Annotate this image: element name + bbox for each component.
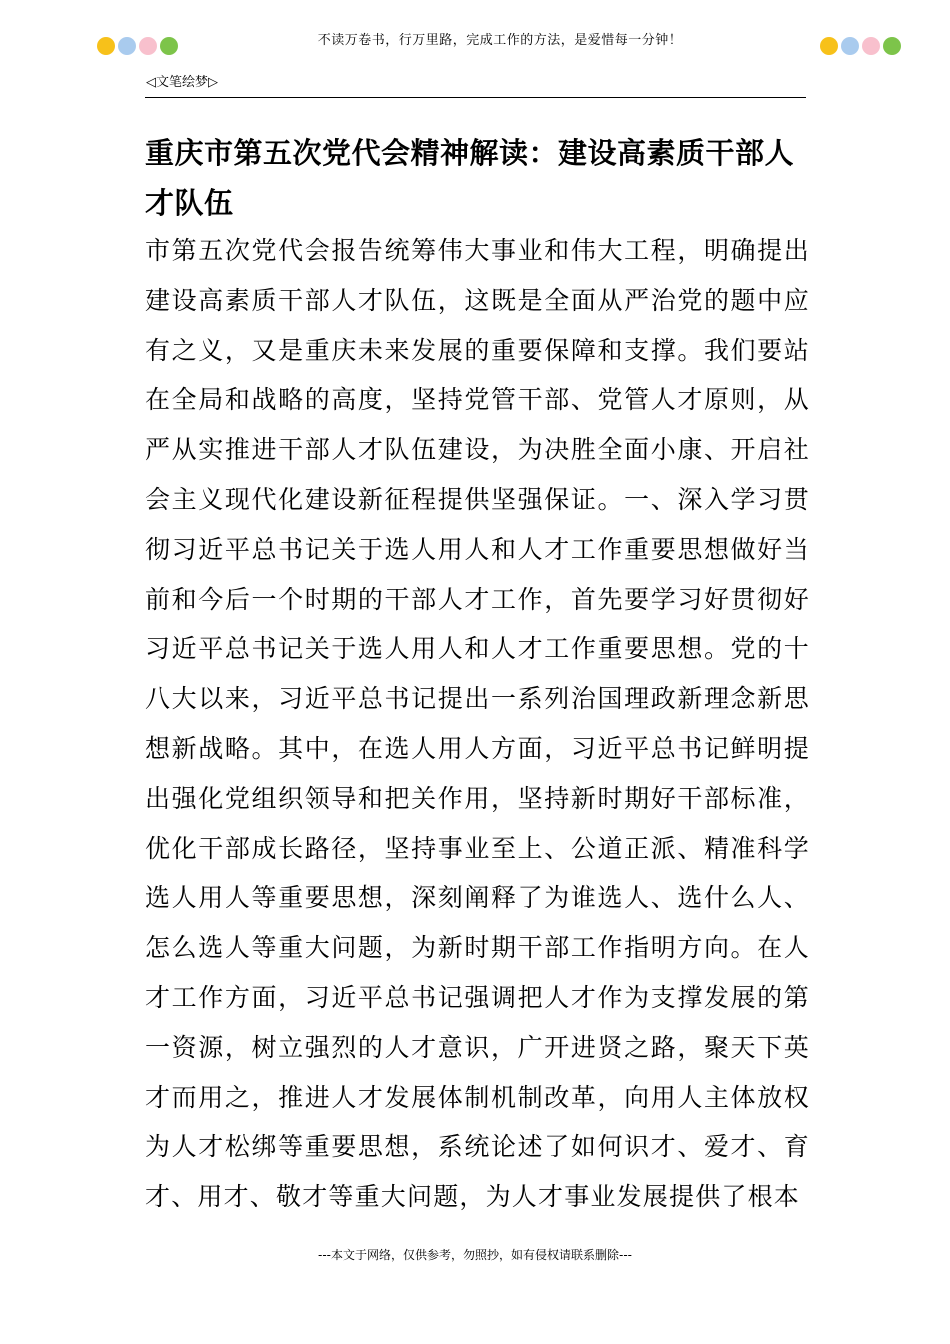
header-motto: 不读万卷书，行万里路，完成工作的方法，是爱惜每一分钟！	[317, 33, 683, 48]
pink-dot-icon	[139, 37, 157, 55]
document-body: 市第五次党代会报告统筹伟大事业和伟大工程，明确提出建设高素质干部人才队伍，这既是全面从严治党的题中应有之义，又是重庆未来发展的重要保障和支撑。我们要站在全局和战略的高度，坚持党管干部、党管人才原则，从严从实推进干部人才队伍建设，为决胜全面小康、开启社会主义现代化建设新征程提供坚强保证。一、深入学习贯彻习近平总书记关于选人用人和人才工作重要思想做好当前和今后一个时期的干部人才工作，首先要学习好贯彻好习近平总书记关于选人用人和人才工作重要思想。党的十八大以来，习近平总书记提出一系列治国理政新理念新思想新战略。其中，在选人用人方面，习近平总书记鲜明提出强化党组织领导和把关作用，坚持新时期好干部标准，优化干部成长路径，坚持事业至上、公道正派、精准科学选人用人等重要思想，深刻阐释了为谁选人、选什么人、怎么选人等重大问题，为新时期干部工作指明方向。在人才工作方面，习近平总书记强调把人才作为支撑发展的第一资源，树立强烈的人才意识，广开进贤之路，聚天下英才而用之，推进人才发展体制机制改革，向用人主体放权为人才松绑等重要思想，系统论述了如何识才、爱才、育才、用才、敬才等重大问题，为人才事业发展提供了根本	[145, 236, 810, 1212]
footer-disclaimer: ---本文于网络，仅供参考，勿照抄，如有侵权请联系删除---	[318, 1248, 632, 1262]
document-title: 重庆市第五次党代会精神解读：建设高素质干部人才队伍	[145, 136, 795, 220]
blue-dot-icon	[841, 37, 859, 55]
decorative-dots-left	[97, 37, 178, 55]
yellow-dot-icon	[97, 37, 115, 55]
header-brand: ◁文笔绘梦▷	[146, 75, 218, 90]
yellow-dot-icon	[820, 37, 838, 55]
header-divider	[145, 97, 806, 98]
green-dot-icon	[160, 37, 178, 55]
blue-dot-icon	[118, 37, 136, 55]
green-dot-icon	[883, 37, 901, 55]
pink-dot-icon	[862, 37, 880, 55]
decorative-dots-right	[820, 37, 901, 55]
